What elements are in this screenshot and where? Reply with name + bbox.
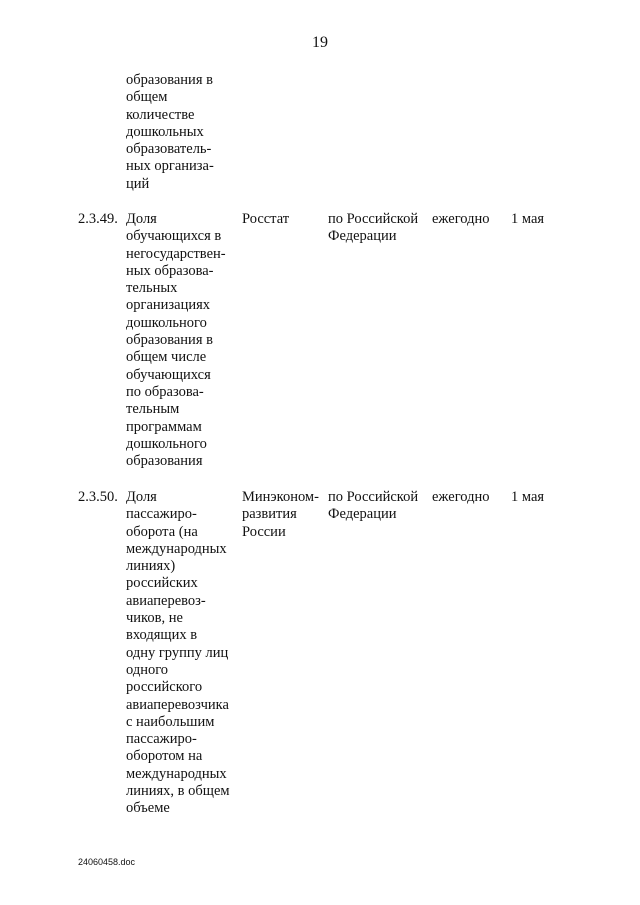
indicator-source: Минэконом- развития России bbox=[242, 489, 319, 540]
footer-filename: 24060458.doc bbox=[78, 857, 136, 867]
page-number: 19 bbox=[312, 34, 328, 51]
continuation-indicator-name: образования в общем количестве дошкольных образователь- ных организа- ций bbox=[126, 72, 214, 192]
indicator-name: Доля пассажиро- оборота (на международных линиях) российских авиаперевоз- чиков, не входящих в одну группу лиц одного российского авиаперевозчика с наибольшим пассажиро- оборотом на международных линиях, в общем объеме bbox=[126, 489, 230, 817]
indicator-date: 1 мая bbox=[511, 489, 545, 505]
indicator-period: ежегодно bbox=[432, 211, 490, 227]
indicator-period: ежегодно bbox=[432, 489, 490, 505]
indicator-source: Росстат bbox=[242, 211, 290, 227]
indicator-level: по Российской Федерации bbox=[328, 489, 419, 523]
indicator-number: 2.3.49. bbox=[78, 211, 118, 227]
indicator-name: Доля обучающихся в негосударствен- ных образова- тельных организациях дошкольного образования в общем числе обучающихся по образова- тельным программам дошкольного образования bbox=[126, 211, 226, 470]
indicator-number: 2.3.50. bbox=[78, 489, 118, 505]
indicator-level: по Российской Федерации bbox=[328, 211, 419, 245]
indicator-date: 1 мая bbox=[511, 211, 545, 227]
